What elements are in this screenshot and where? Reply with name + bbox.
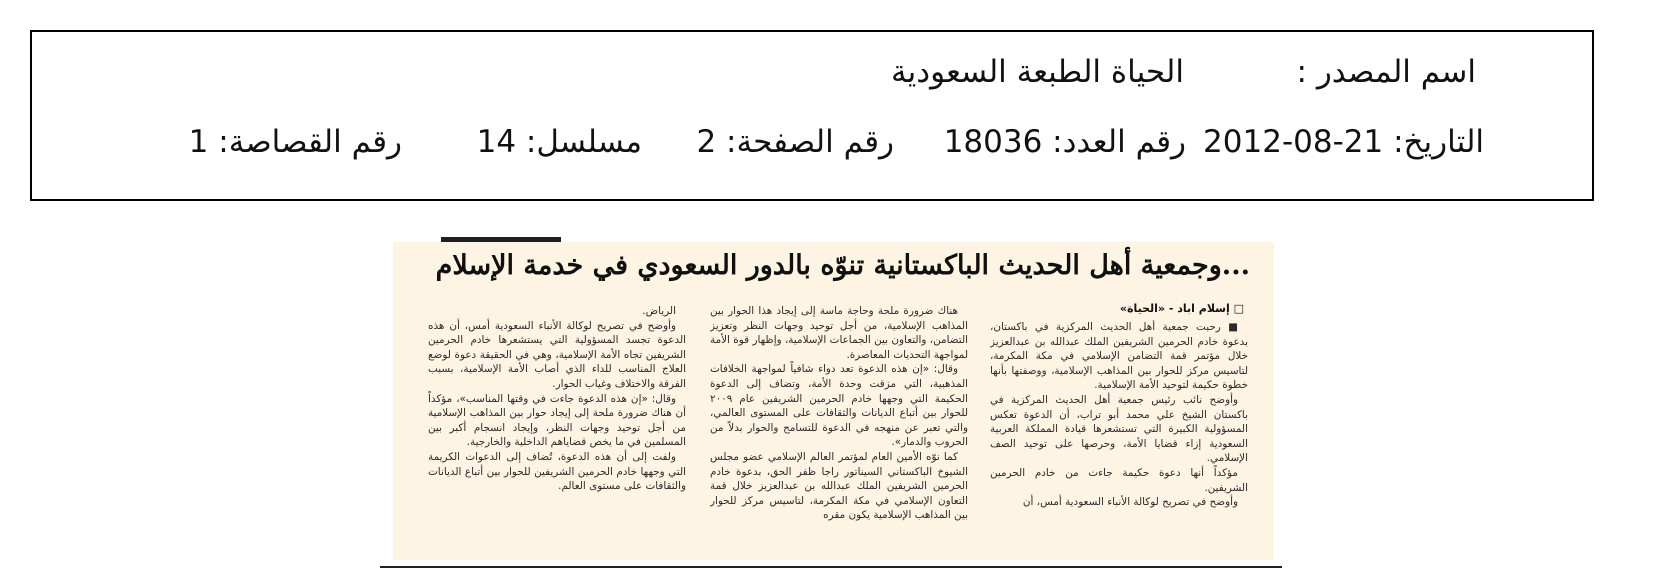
paragraph: مؤكداً أنها دعوة حكيمة جاءت من خادم الحرمين الشريفين.: [990, 466, 1248, 494]
clip-number-field: رقم القصاصة: 1: [188, 124, 402, 160]
article-headline: ...وجمعية أهل الحديث الباكستانية تنوّه بالدور السعودي في خدمة الإسلام: [435, 250, 1250, 281]
date-field: التاريخ: 21-08-2012: [1203, 124, 1484, 160]
paragraph: الرياض.: [642, 305, 676, 317]
paragraph: هناك ضرورة ملحة وحاجة ماسة إلى إيجاد هذا الحوار بين المذاهب الإسلامية، من أجل توحيد وجهات النظر وتعزيز التضامن، والتعاون بين الجماعات الإسلامية، وإظهار قوة الأمة لمواجهة التحديات المعاصرة.: [710, 305, 968, 361]
bottom-divider: [380, 566, 1282, 568]
paragraph: وقال: «إن هذه الدعوة جاءت في وقتها المناسب»، مؤكداً أن هناك ضرورة ملحة إلى إيجاد حوار بين المذاهب الإسلامية من أجل توحيد وجهات النظر، وإيجاد انسجام أكبر بين المسلمين في ما يخص قضاياهم الداخلية والخارجية.: [428, 392, 686, 449]
paragraph: وأوضح في تصريح لوكالة الأنباء السعودية أمس، أن هذه الدعوة تجسد المسؤولية التي يستشعرها خادم الحرمين الشريفين تجاه الأمة الإسلامية، وهي في الحقيقة دعوة لوضع العلاج المناسب للداء الذي أصاب الأمة الإسلامية، بسبب الفرقة والاختلاف وغياب الحوار.: [428, 319, 686, 390]
paragraph: وقال: «إن هذه الدعوة تعد دواء شافياً لمواجهة الخلافات المذهبية، التي مزقت وحدة الأمة، وتضاف إلى الدعوة الحكيمة التي وجهها خادم الحرمين الشريفين عام ٢٠٠٩ للحوار بين أتباع الديانات والثقافات على المستوى العالمي، والتي تعبر عن منهجه في الدعوة للتسامح والحوار بدلاً من الحروب والدمار».: [710, 363, 968, 449]
paragraph: ■ رحبت جمعية أهل الحديث المركزية في باكستان، بدعوة خادم الحرمين الشريفين الملك عبدالله بن عبدالعزيز خلال مؤتمر قمة التضامن الإسلامي في مكة المكرمة، لتاسيس مركز للحوار بين المذاهب الإسلامية، ووصفتها بأنها خطوة حكيمة لتوحيد الأمة الإسلامية.: [990, 321, 1248, 392]
paragraph: ولفت إلى أن هذه الدعوة، تُضاف إلى الدعوات الكريمة التي وجهها خادم الحرمين الشريفين للحوار بين أتباع الديانات والثقافات على مستوى العالم.: [428, 450, 686, 493]
paragraph: وأوضح في تصريح لوكالة الأنباء السعودية أمس، أن: [1022, 496, 1238, 509]
source-value: الحياة الطبعة السعودية: [891, 54, 1184, 90]
article-column-1: [990, 320, 1248, 510]
metadata-header: [30, 30, 1594, 201]
paragraph: وأوضح نائب رئيس جمعية أهل الحديث المركزية في باكستان الشيخ علي محمد أبو تراب، أن الدعوة تعكس المسؤولية الكبيرة التي تستشعرها قيادة المملكة العربية السعودية إزاء قضايا الأمة، وحرصها على توحيد الصف الإسلامي.: [990, 393, 1248, 465]
source-label: اسم المصدر :: [1296, 54, 1476, 90]
issue-field: رقم العدد: 18036: [943, 124, 1186, 160]
page-field: رقم الصفحة: 2: [696, 124, 894, 160]
serial-field: مسلسل: 14: [476, 124, 642, 160]
article-column-3: [428, 304, 686, 494]
paragraph: كما نوّه الأمين العام لمؤتمر العالم الإسلامي عضو مجلس الشيوخ الباكستاني السيناتور راجا ظفر الحق، بدعوة خادم الحرمين الشريفين الملك عبدالله بن عبدالعزيز خلال قمة التعاون الإسلامي في مكة المكرمة، لتاسيس مركز للحوار بين المذاهب الإسلامية يكون مقره: [710, 450, 968, 522]
newspaper-clipping: [393, 242, 1274, 560]
article-byline: □ إسلام اباد - «الحياة»: [1119, 302, 1244, 315]
article-column-2: [710, 304, 968, 523]
